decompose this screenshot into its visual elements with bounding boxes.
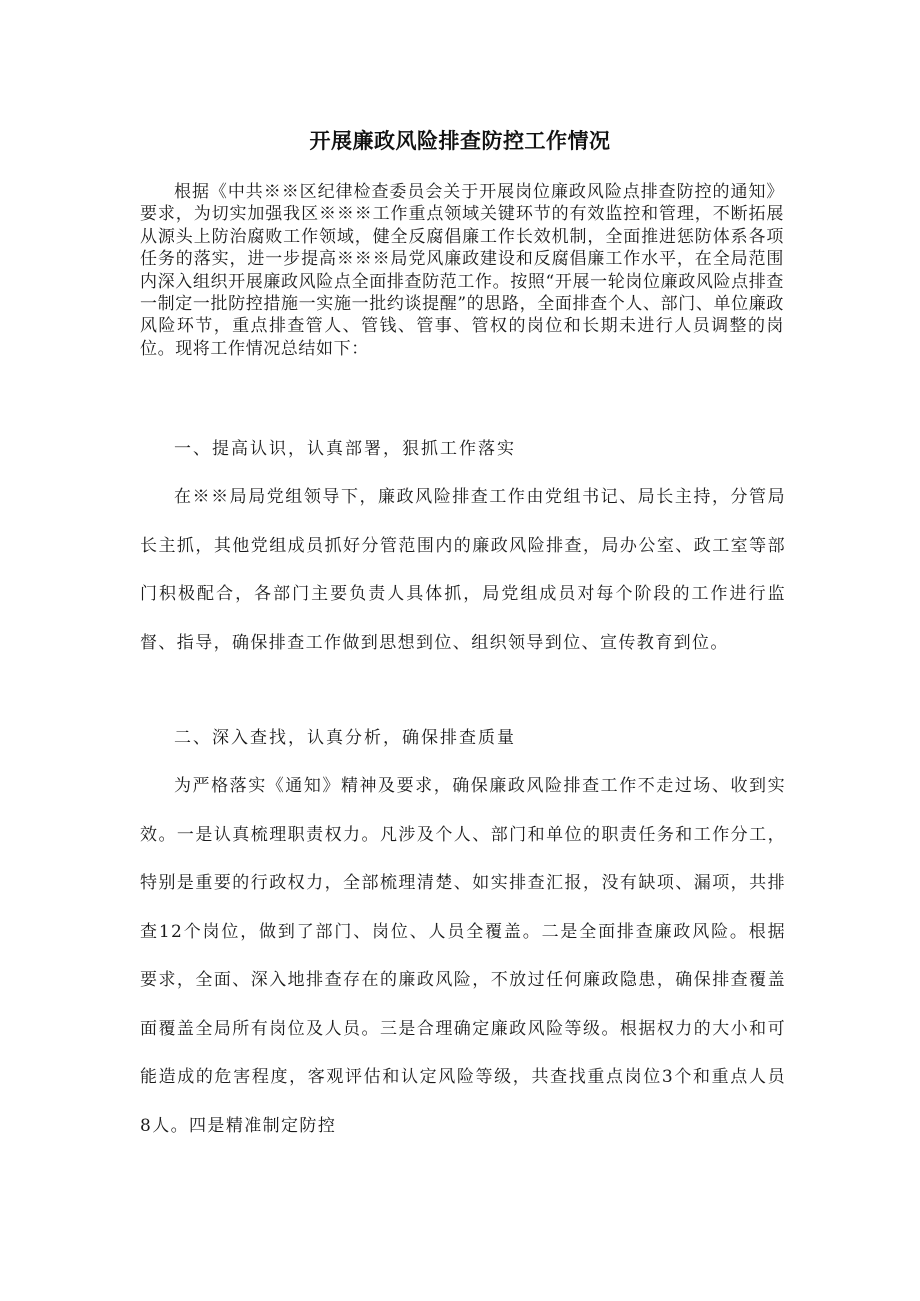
section-1-heading: 一、提高认识，认真部署，狠抓工作落实 — [174, 439, 516, 459]
section-2-paragraph: 为严格落实《通知》精神及要求，确保廉政风险排查工作不走过场、收到实效。一是认真梳理职责权力。凡涉及个人、部门和单位的职责任务和工作分工，特别是重要的行政权力，全部梳理清楚、如实排查汇报，没有缺项、漏项，共排查12个岗位，做到了部门、岗位、人员全覆盖。二是全面排查廉政风险。根据要求，全面、深入地排查存在的廉政风险，不放过任何廉政隐患，确保排查覆盖面覆盖全局所有岗位及人员。三是合理确定廉政风险等级。根据权力的大小和可能造成的危害程度，客观评估和认定风险等级，共查找重点岗位3个和重点人员8人。四是精准制定防控 — [140, 776, 786, 1136]
section-1-paragraph: 在※※局局党组领导下，廉政风险排查工作由党组书记、局长主持，分管局长主抓，其他党组成员抓好分管范围内的廉政风险排查，局办公室、政工室等部门积极配合，各部门主要负责人具体抓，局党组成员对每个阶段的工作进行监督、指导，确保排查工作做到思想到位、组织领导到位、宣传教育到位。 — [140, 487, 786, 653]
document-title: 开展廉政风险排查防控工作情况 — [309, 129, 611, 153]
section-2-heading: 二、深入查找，认真分析，确保排查质量 — [174, 728, 516, 748]
intro-paragraph: 根据《中共※※区纪律检查委员会关于开展岗位廉政风险点排查防控的通知》要求，为切实加强我区※※※工作重点领域关键环节的有效监控和管理，不断拓展从源头上防治腐败工作领域，健全反腐倡廉工作长效机制，全面推进惩防体系各项任务的落实，进一步提高※※※局党风廉政建设和反腐倡廉工作水平，在全局范围内深入组织开展廉政风险点全面排查防范工作。按照“开展一轮岗位廉政风险点排查一制定一批防控措施一实施一批约谈提醒”的思路，全面排查个人、部门、单位廉政风险环节，重点排查管人、管钱、管事、管权的岗位和长期未进行人员调整的岗位。现将工作情况总结如下： — [140, 182, 784, 359]
